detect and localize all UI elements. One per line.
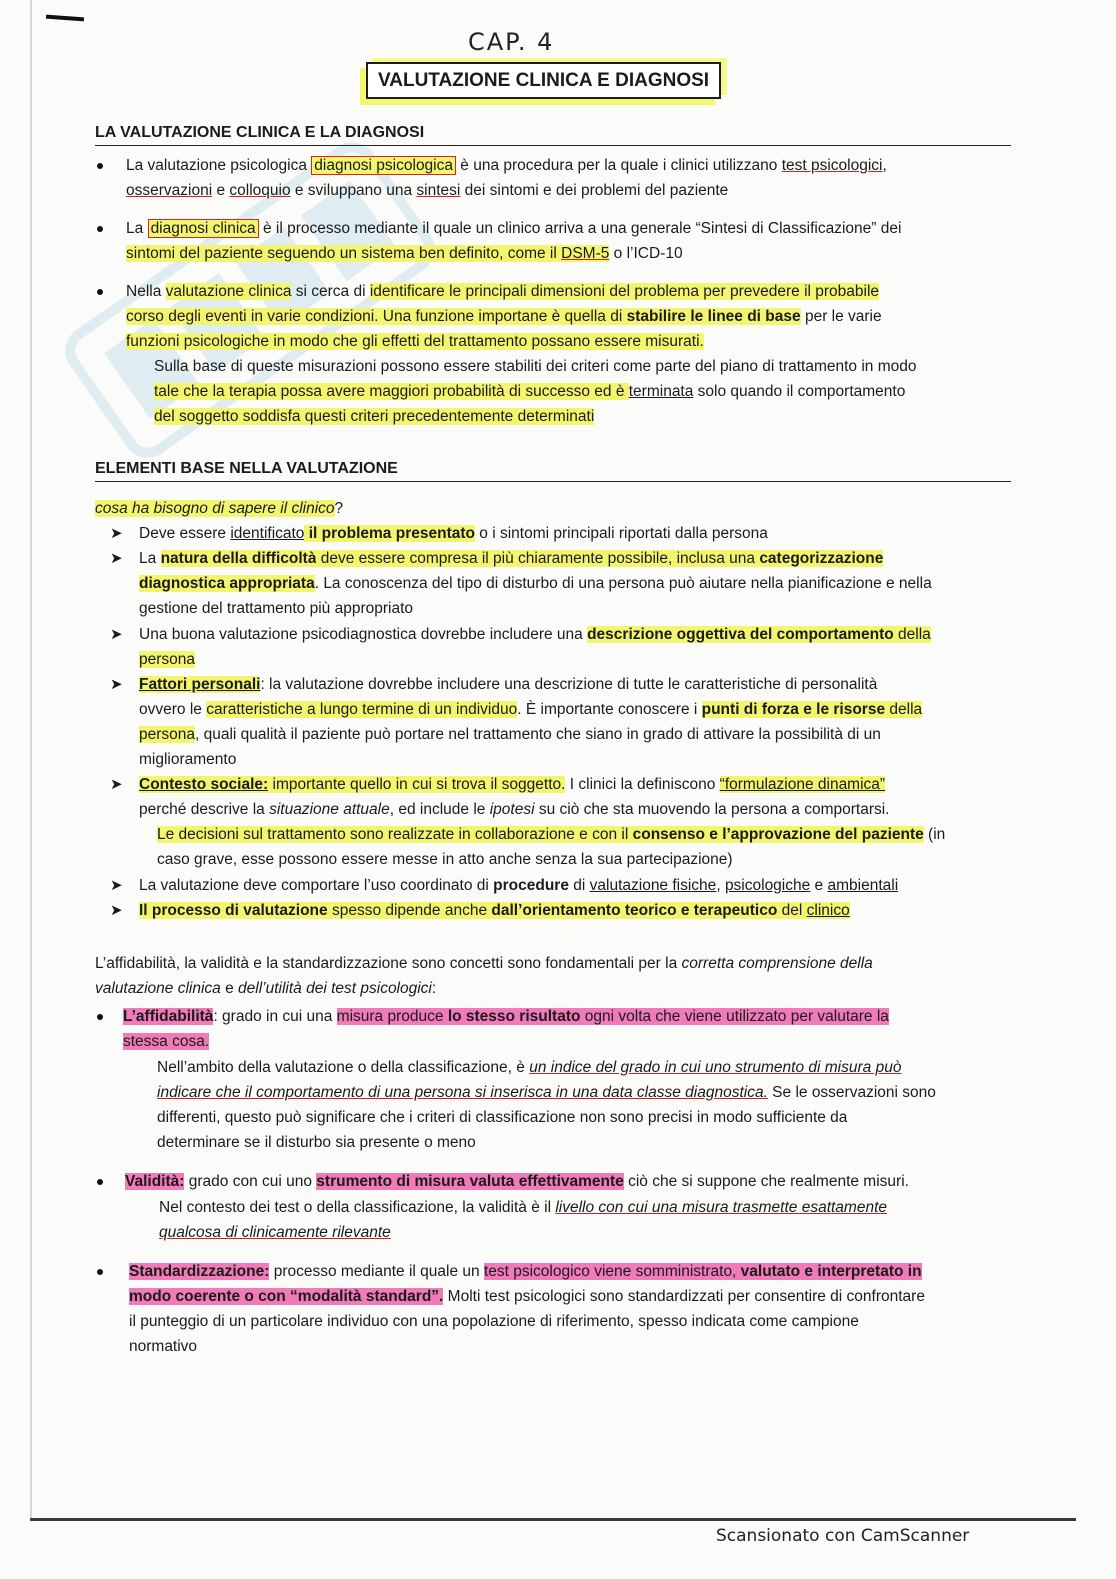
paragraph-concetti-fondamentali: L’affidabilità, la validità e la standardizzazione sono concetti sono fondamentali per la corretta comprensione della valutazione clinica e dell’utilità dei test psicologici: [95,955,873,997]
pen-mark [46,15,84,22]
paper-edge-bottom [30,1518,1076,1521]
bullet-valutazione-psicologica: La valutazione psicologica diagnosi psicologica è una procedura per la quale i clinici utilizzano test psicologici, osservazioni e colloquio e sviluppano una sintesi dei sintomi e dei problemi del paziente [95,153,1015,203]
arrowhead-icon: ➤ [110,525,123,542]
arrowhead-icon: ➤ [110,550,123,567]
paragraph-decisioni-trattamento: Le decisioni sul trattamento sono realizzate in collaborazione e con il consenso e l’approvazione del paziente (in caso grave, esse possono essere messe in atto anche senza la sua partecipazione) [157,826,946,868]
term-standardizzazione: Standardizzazione: [129,1263,270,1280]
arrow-item-descrizione: ➤ Una buona valutazione psicodiagnostica dovrebbe includere una descrizione oggettiva del comportamento della persona [110,622,1015,672]
section-heading-elementi-base: ELEMENTI BASE NELLA VALUTAZIONE [95,460,1011,482]
term-validita: Validità: [125,1173,185,1190]
term-affidabilita: L’affidabilità [123,1008,214,1025]
arrow-item-procedure: ➤ La valutazione deve comportare l’uso coordinato di procedure di valutazione fisiche, psicologiche e ambientali [110,873,1015,898]
paper-edge-left [30,0,32,1520]
arrow-item-problema: ➤ Deve essere identificato il problema presentato o i sintomi principali riportati dalla persona [110,521,1015,546]
arrowhead-icon: ➤ [110,676,123,693]
bullet-dot-icon [97,289,103,295]
arrowhead-icon: ➤ [110,626,123,643]
boxed-term: diagnosi clinica [148,219,259,238]
bullet-dot-icon [97,226,103,232]
bullet-validita: Validità: grado con cui uno strumento di misura valuta effettivamente ciò che si suppone che realmente misuri. [95,1169,1015,1194]
bullet-dot-icon [97,1179,103,1185]
paragraph-validita-dettaglio: Nel contesto dei test o della classificazione, la validità è il livello con cui una misura trasmette esattamente qualcosa di clinicamente rilevante [159,1199,888,1241]
chapter-label: CAP. 4 [468,28,555,56]
bullet-standardizzazione: Standardizzazione: processo mediante il quale un test psicologico viene somministrato, valutato e interpretato in modo coerente o con “modalità standard”. Molti test psicologici sono standardizzati per consentire di confrontare il punteggio di un particolare individuo con una popolazione di riferimento, spesso indicata come campione normativo [95,1259,1015,1359]
arrowhead-icon: ➤ [110,902,123,919]
arrowhead-icon: ➤ [110,877,123,894]
question-line: cosa ha bisogno di sapere il clinico? [95,500,344,517]
arrow-item-fattori-personali: ➤ Fattori personali: la valutazione dovrebbe includere una descrizione di tutte le caratteristiche di personalità ovvero le caratteristiche a lungo termine di un individuo. È importante conoscere i punti di forza e le risorse della persona, quali qualità il paziente può portare nel trattamento che siano in grado di attivare la possibilità di un miglioramento [110,672,1015,772]
bullet-dot-icon [97,1269,103,1275]
arrow-item-contesto-sociale: ➤ Contesto sociale: importante quello in cui si trova il soggetto. I clinici la definiscono “formulazione dinamica” perché descrive la situazione attuale, ed include le ipotesi su ciò che sta muovendo la persona a comportarsi. [110,772,1015,822]
bullet-affidabilita: L’affidabilità: grado in cui una misura produce lo stesso risultato ogni volta che viene utilizzato per valutare la stessa cosa. [95,1004,1015,1054]
bullet-valutazione-clinica: Nella valutazione clinica si cerca di identificare le principali dimensioni del problema per prevedere il probabile corso degli eventi in varie condizioni. Una funzione importane è quella di stabilire le linee di base per le varie funzioni psicologiche in modo che gli effetti del trattamento possano essere misurati. [95,279,1015,354]
arrowhead-icon: ➤ [110,776,123,793]
boxed-term: diagnosi psicologica [311,156,456,175]
page-title: VALUTAZIONE CLINICA E DIAGNOSI [366,62,721,99]
section-heading-valutazione-diagnosi: LA VALUTAZIONE CLINICA E LA DIAGNOSI [95,124,1011,146]
paragraph-criteri-trattamento: Sulla base di queste misurazioni possono essere stabiliti dei criteri come parte del piano di trattamento in modo tale che la terapia possa avere maggiori probabilità di successo ed è terminata solo quando il comportamento del soggetto soddisfa questi criteri precedentemente determinati [154,358,917,425]
bullet-dot-icon [97,163,103,169]
scanner-footer: Scansionato con CamScanner [716,1526,970,1546]
paragraph-affidabilita-dettaglio: Nell’ambito della valutazione o della classificazione, è un indice del grado in cui uno strumento di misura può indicare che il comportamento di una persona si inserisca in una data classe diagnostica. Se le osservazioni sono differenti, questo può significare che i criteri di classificazione non sono precisi in modo sufficiente da determinare se il disturbo sia presente o meno [157,1059,936,1151]
arrow-item-natura: ➤ La natura della difficoltà deve essere compresa il più chiaramente possibile, inclusa una categorizzazione diagnostica appropriata. La conoscenza del tipo di disturbo di una persona può aiutare nella pianificazione e nella gestione del trattamento più appropriato [110,546,1015,621]
bullet-diagnosi-clinica: La diagnosi clinica è il processo mediante il quale un clinico arriva a una generale “Sintesi di Classificazione” dei sintomi del paziente seguendo un sistema ben definito, come il DSM-5 o l’ICD-10 [95,216,1015,266]
arrow-item-processo: ➤ Il processo di valutazione spesso dipende anche dall’orientamento teorico e terapeutico del clinico [110,898,1015,923]
bullet-dot-icon [97,1014,103,1020]
